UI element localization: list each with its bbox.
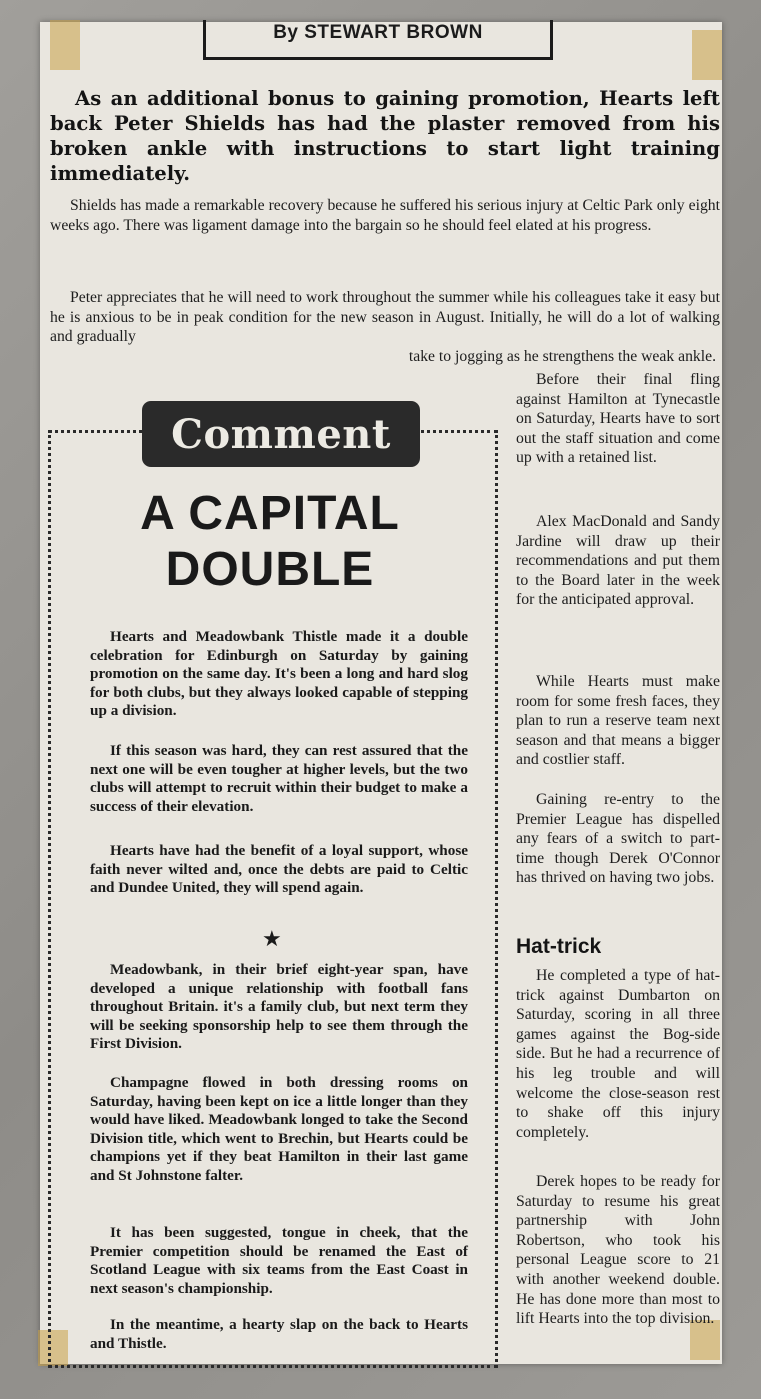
body-paragraph: Peter appreciates that he will need to work throughout the summer while his colleagues take it easy but he is anxious to be in peak condition for the new season in August. Initially, he will do a lot of walking and gradually: [50, 289, 720, 345]
body-paragraph-continued: take to jogging as he strengthens the weak ankle.: [408, 348, 716, 365]
comment-tag: [142, 401, 420, 467]
comment-headline: A CAPITAL DOUBLE: [140, 487, 400, 596]
comment-paragraph: If this season was hard, they can rest assured that the next one will be even tougher at higher levels, but the two clubs will attempt to recruit within their budget to make a success of their elevation.: [90, 742, 468, 815]
body-paragraph: Shields has made a remarkable recovery because he suffered his serious injury at Celtic Park only eight weeks ago. There was ligament damage into the bargain so he should feel elated at his progress.: [50, 197, 720, 234]
comment-paragraph: Champagne flowed in both dressing rooms on Saturday, having been kept on ice a little longer than they would have liked. Meadowbank longed to take the Second Division title, which went to Brechin, but Hearts could be champions yet if they beat Hamilton in their last game and St Johnstone falter.: [90, 1074, 468, 1184]
byline: By STEWART BROWN: [273, 22, 483, 43]
lead-paragraph: As an additional bonus to gaining promotion, Hearts left back Peter Shields has had the plaster removed from his broken ankle with instructions to start light training immediately.: [50, 87, 720, 185]
right-column-paragraph: Before their final fling against Hamilton at Tynecastle on Saturday, Hearts have to sort out the staff situation and come up with a retained list.: [516, 371, 720, 467]
comment-paragraph: It has been suggested, tongue in cheek, that the Premier competition should be renamed the East of Scotland League with six teams from the East Coast in next season's championship.: [90, 1224, 468, 1297]
right-column-paragraph: He completed a type of hat-trick against Dumbarton on Saturday, scoring in all three games against the Bog-side side. But he had a recurrence of his leg trouble and will welcome the close-season rest to shake off this injury completely.: [516, 967, 720, 1141]
comment-tag-label: Comment: [171, 410, 391, 458]
comment-paragraph: Meadowbank, in their brief eight-year span, have developed a unique relationship with football fans throughout Britain. it's a family club, but next term they will be seeking sponsorship help to see them through the First Division.: [90, 961, 468, 1053]
comment-paragraph: Hearts have had the benefit of a loyal support, whose faith never wilted and, once the debts are paid to Celtic and Dundee United, they will spend again.: [90, 842, 468, 897]
right-column-paragraph: Gaining re-entry to the Premier League has dispelled any fears of a switch to part-time though Derek O'Connor has thrived on having two jobs.: [516, 791, 720, 887]
star-divider: ★: [262, 926, 282, 951]
right-column-paragraph: Alex MacDonald and Sandy Jardine will draw up their recommendations and put them to the Board later in the week for the anticipated approval.: [516, 513, 720, 609]
tape-mark: [692, 30, 722, 80]
right-column-paragraph: While Hearts must make room for some fresh faces, they plan to run a reserve team next season and that means a bigger and costlier staff.: [516, 673, 720, 769]
tape-mark: [50, 20, 80, 70]
comment-paragraph: In the meantime, a hearty slap on the back to Hearts and Thistle.: [90, 1316, 468, 1352]
comment-paragraph: Hearts and Meadowbank Thistle made it a double celebration for Edinburgh on Saturday by gaining promotion on the same day. It's been a long and hard slog for both clubs, but they always looked capable of stepping up a division.: [90, 628, 468, 720]
right-column-paragraph: Derek hopes to be ready for Saturday to resume his great partnership with John Robertson, who took his personal League score to 21 with another weekend double. He has done more than most to lift Hearts into the top division.: [516, 1173, 720, 1328]
subheading: Hat-trick: [516, 935, 602, 958]
